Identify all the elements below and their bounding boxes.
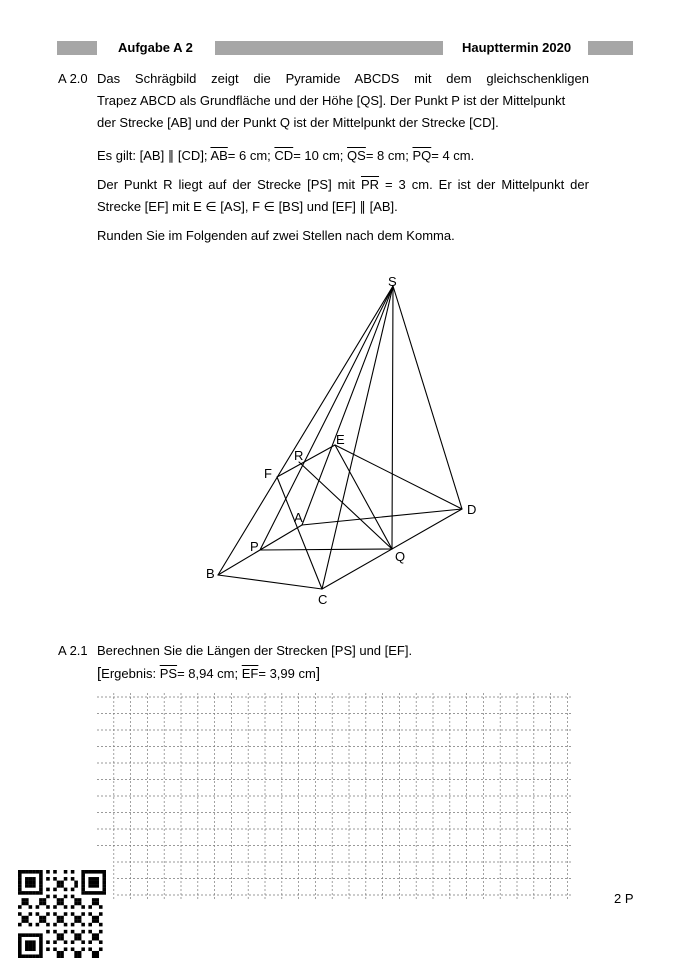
header-bar-right	[588, 41, 633, 55]
height-qs	[392, 286, 393, 549]
task-2-0-line-1: Das Schrägbild zeigt die Pyramide ABCDS mit dem gleichschenkligen	[97, 71, 589, 86]
given-pq-label: $\overline{PQ}$	[412, 148, 432, 163]
given-values	[97, 145, 589, 167]
result-bracket-close: ]	[315, 665, 320, 682]
given-parallel: [AB] ∥ [CD];	[139, 148, 208, 163]
point-r-text-b: = 3 cm. Er ist der Mittelpunkt der	[385, 177, 589, 192]
segment-fc	[277, 477, 322, 589]
segment-rq	[299, 462, 392, 549]
edge-cs	[322, 286, 393, 589]
segment-ps	[260, 286, 393, 550]
edge-bs	[218, 286, 393, 575]
given-ab-label: $\overline{AB}$	[210, 148, 228, 163]
header-bar-left	[57, 41, 97, 55]
answer-grid[interactable]	[97, 693, 575, 903]
point-label-b: B	[206, 566, 215, 581]
given-prefix: Es gilt:	[97, 148, 137, 163]
given-ab-value: = 6 cm;	[227, 148, 271, 163]
point-r-line-2: Strecke [EF] mit E ∈ [AS], F ∈ [BS] und [EF] ∥ [AB].	[97, 199, 398, 214]
given-qs-label: $\overline{QS}$	[347, 148, 366, 163]
qr-code-icon	[18, 870, 106, 958]
point-label-q: Q	[395, 549, 406, 564]
result-ps-label: $\overline{PS}$	[159, 666, 178, 681]
result-prefix: Ergebnis:	[101, 666, 157, 681]
task-number-2-1: A 2.1	[58, 643, 88, 658]
header-title-left: Aufgabe A 2	[118, 40, 193, 55]
task-2-1-result	[97, 663, 589, 685]
point-label-e: E	[336, 432, 345, 447]
given-pq-value: = 4 cm.	[431, 148, 475, 163]
pyramid-figure	[190, 262, 490, 612]
result-bracket-open: [	[97, 665, 102, 682]
point-label-s: S	[388, 274, 397, 289]
point-label-d: D	[467, 502, 477, 517]
given-qs-value: = 8 cm;	[365, 148, 409, 163]
point-r-pr-label: $\overline{PR}$	[360, 177, 380, 192]
point-label-f: F	[264, 466, 272, 481]
edge-ds	[393, 286, 462, 509]
task-number-2-0: A 2.0	[58, 71, 88, 86]
point-label-a: A	[294, 510, 303, 525]
result-ef-label: $\overline{EF}$	[241, 666, 259, 681]
points-label: 2 P	[614, 891, 634, 906]
rounding-note: Runden Sie im Folgenden auf zwei Stellen nach dem Komma.	[97, 228, 455, 243]
point-r-text-a: Der Punkt R liegt auf der Strecke [PS] mit	[97, 177, 355, 192]
task-2-0-line-2: Trapez ABCD als Grundfläche und der Höhe [QS]. Der Punkt P ist der Mittelpunkt	[97, 93, 566, 108]
segment-pq	[260, 549, 392, 550]
point-label-p: P	[250, 539, 259, 554]
task-2-0-line-3: der Strecke [AB] und der Punkt Q ist der Mittelpunkt der Strecke [CD].	[97, 115, 499, 130]
point-label-r: R	[294, 448, 304, 463]
point-label-c: C	[318, 592, 328, 607]
task-2-1-question: Berechnen Sie die Längen der Strecken [PS] und [EF].	[97, 643, 413, 658]
edge-as	[302, 286, 393, 525]
header-title-right: Haupttermin 2020	[462, 40, 572, 55]
given-cd-value: = 10 cm;	[293, 148, 344, 163]
segment-ed	[335, 445, 462, 509]
given-cd-label: $\overline{CD}$	[274, 148, 294, 163]
header-bar-middle	[215, 41, 443, 55]
result-ps-value: = 8,94 cm;	[177, 666, 239, 681]
edge-bc	[218, 575, 322, 589]
result-ef-value: = 3,99 cm	[258, 666, 316, 681]
point-r-line-1	[97, 174, 589, 196]
